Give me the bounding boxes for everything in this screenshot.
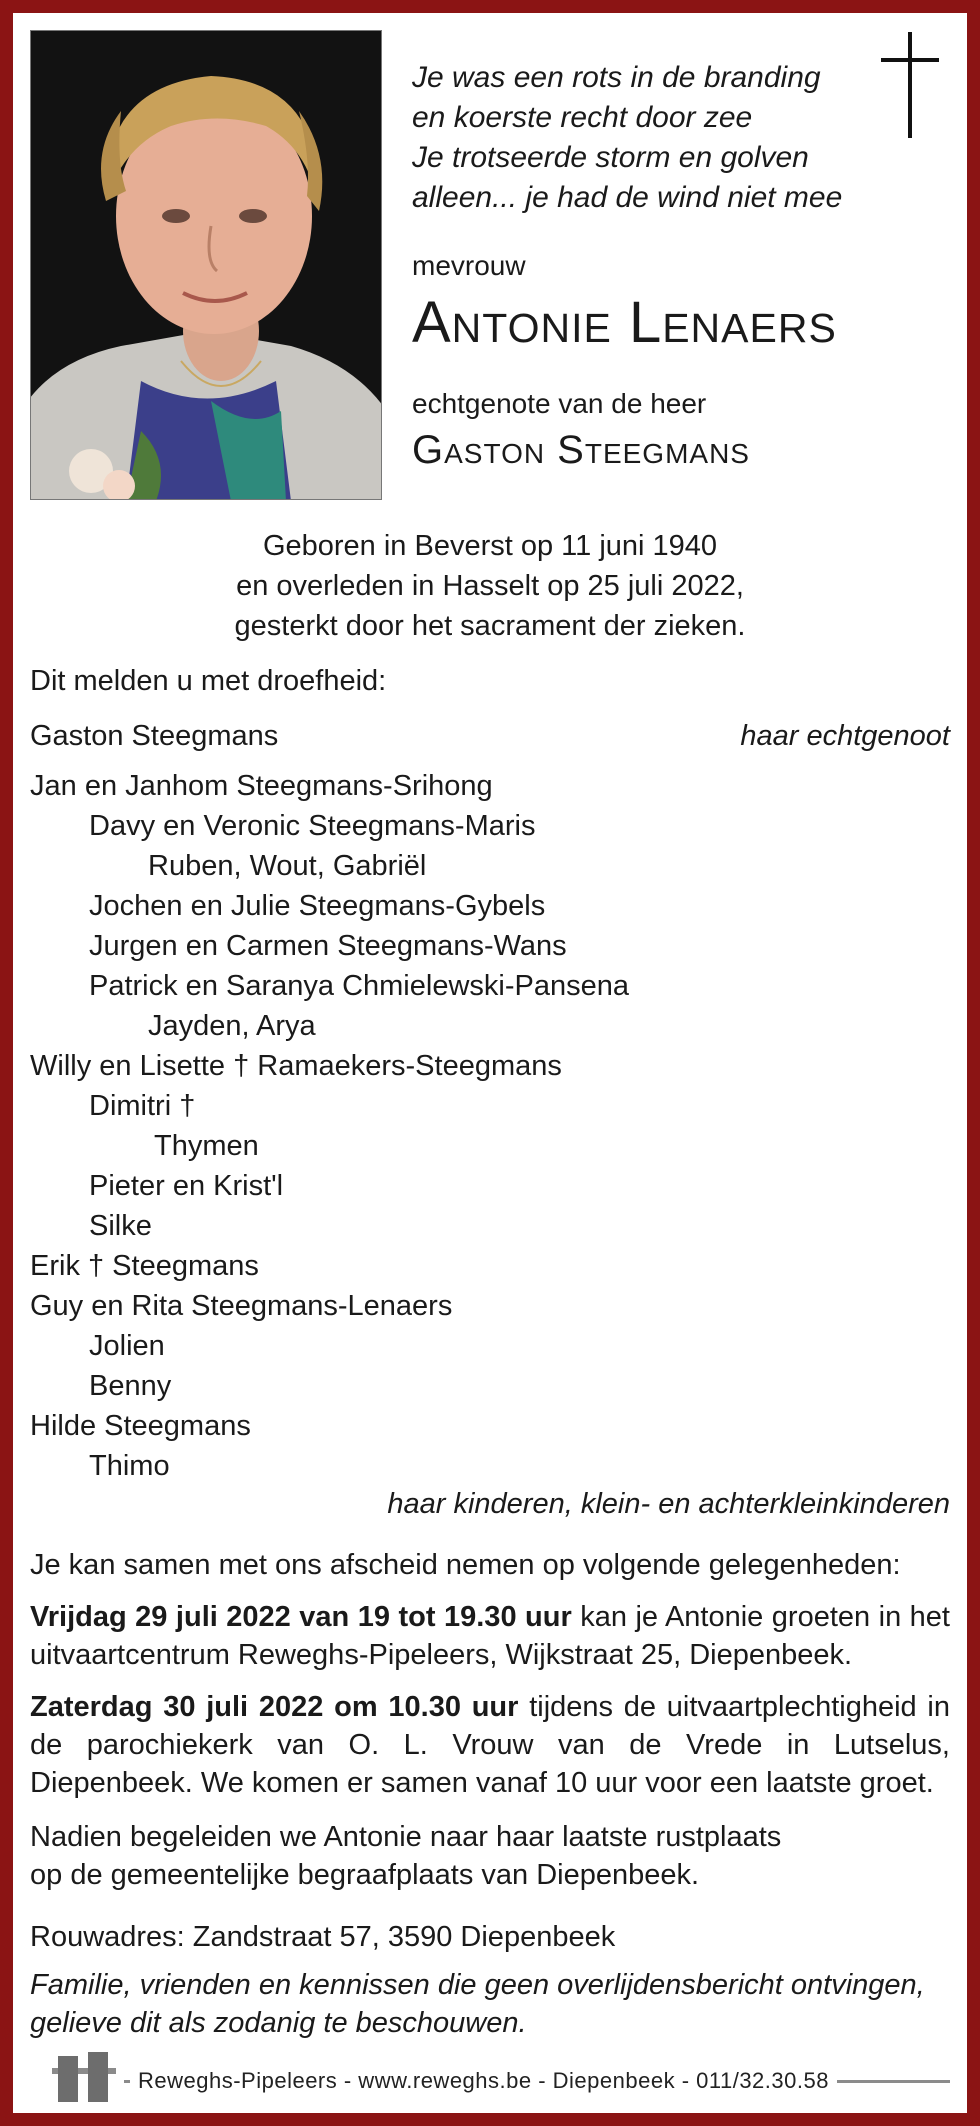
mourning-address: Rouwadres: Zandstraat 57, 3590 Diepenbeek bbox=[30, 1921, 616, 1953]
family-member: Davy en Veronic Steegmans-Maris bbox=[89, 810, 536, 842]
visitation-paragraph bbox=[30, 1598, 950, 1674]
poem bbox=[412, 58, 852, 218]
deceased-name: Antonie Lenaers bbox=[412, 290, 837, 355]
sacrament-line: gesterkt door het sacrament der zieken. bbox=[234, 610, 746, 642]
spouse-row bbox=[30, 716, 950, 756]
cross-icon bbox=[880, 32, 940, 140]
poem-line: en koerste recht door zee bbox=[412, 101, 753, 134]
family-member: Jolien bbox=[89, 1330, 165, 1362]
spouse-name: Gaston Steegmans bbox=[412, 428, 750, 472]
funeral-home-footer bbox=[0, 2050, 980, 2110]
family-member: Dimitri † bbox=[89, 1090, 196, 1122]
funeral-date: Zaterdag 30 juli 2022 om 10.30 uur bbox=[30, 1691, 519, 1723]
birth-line: Geboren in Beverst op 11 juni 1940 bbox=[262, 530, 718, 562]
family-member: Jayden, Arya bbox=[148, 1010, 316, 1042]
family-member: Guy en Rita Steegmans-Lenaers bbox=[30, 1290, 453, 1322]
portrait-photo bbox=[30, 30, 382, 500]
spouse-row-relation: haar echtgenoot bbox=[740, 720, 950, 752]
poem-line: Je was een rots in de branding bbox=[412, 61, 821, 94]
family-member: Silke bbox=[89, 1210, 152, 1242]
poem-line: Je trotseerde storm en golven bbox=[412, 141, 809, 174]
family-member: Jan en Janhom Steegmans-Srihong bbox=[30, 770, 493, 802]
announcement-intro: Dit melden u met droefheid: bbox=[30, 665, 387, 697]
farewell-intro: Je kan samen met ons afscheid nemen op volgende gelegenheden: bbox=[30, 1549, 901, 1581]
family-member: Ruben, Wout, Gabriël bbox=[148, 850, 427, 882]
funeral-text: tijdens de uitvaartplechtigheid in de parochiekerk van O. L. Vrouw van de Vrede in Lutselus, Diepenbeek. We komen er samen vanaf 10 uur voor een laatste groet. bbox=[30, 1691, 950, 1799]
footer-text: Reweghs-Pipeleers - www.reweghs.be - Diepenbeek - 011/32.30.58 bbox=[130, 2066, 837, 2096]
family-member: Patrick en Saranya Chmielewski-Pansena bbox=[89, 970, 629, 1002]
honorific: mevrouw bbox=[412, 250, 526, 281]
burial-paragraph: Nadien begeleiden we Antonie naar haar laatste rustplaats op de gemeentelijke begraafplaats van Diepenbeek. bbox=[30, 1821, 782, 1891]
spouse-prefix: echtgenote van de heer bbox=[412, 388, 707, 419]
funeral-home-logo-icon bbox=[52, 2050, 116, 2104]
poem-line: alleen... je had de wind niet mee bbox=[412, 181, 843, 214]
family-member: Thimo bbox=[89, 1450, 170, 1482]
family-member: Pieter en Krist'l bbox=[89, 1170, 284, 1202]
family-closing: haar kinderen, klein- en achterkleinkinderen bbox=[387, 1488, 950, 1520]
notice-paragraph: Familie, vrienden en kennissen die geen overlijdensbericht ontvingen, gelieve dit als zodanig te beschouwen. bbox=[30, 1969, 925, 2039]
family-member: Willy en Lisette † Ramaekers-Steegmans bbox=[30, 1050, 562, 1082]
birth-death-info bbox=[0, 526, 980, 646]
family-member: Jochen en Julie Steegmans-Gybels bbox=[89, 890, 546, 922]
family-member: Hilde Steegmans bbox=[30, 1410, 251, 1442]
visitation-text: kan je Antonie groeten in het uitvaartcentrum Reweghs-Pipeleers, Wijkstraat 25, Diepenbeek. bbox=[30, 1601, 950, 1671]
portrait-illustration bbox=[31, 31, 382, 500]
family-member: Jurgen en Carmen Steegmans-Wans bbox=[89, 930, 567, 962]
death-line: en overleden in Hasselt op 25 juli 2022, bbox=[236, 570, 744, 602]
spouse-row-name: Gaston Steegmans bbox=[30, 720, 279, 752]
funeral-paragraph bbox=[30, 1688, 950, 1802]
visitation-date: Vrijdag 29 juli 2022 van 19 tot 19.30 uur bbox=[30, 1601, 572, 1633]
family-member: Erik † Steegmans bbox=[30, 1250, 259, 1282]
family-member: Thymen bbox=[154, 1130, 259, 1162]
family-member: Benny bbox=[89, 1370, 172, 1402]
